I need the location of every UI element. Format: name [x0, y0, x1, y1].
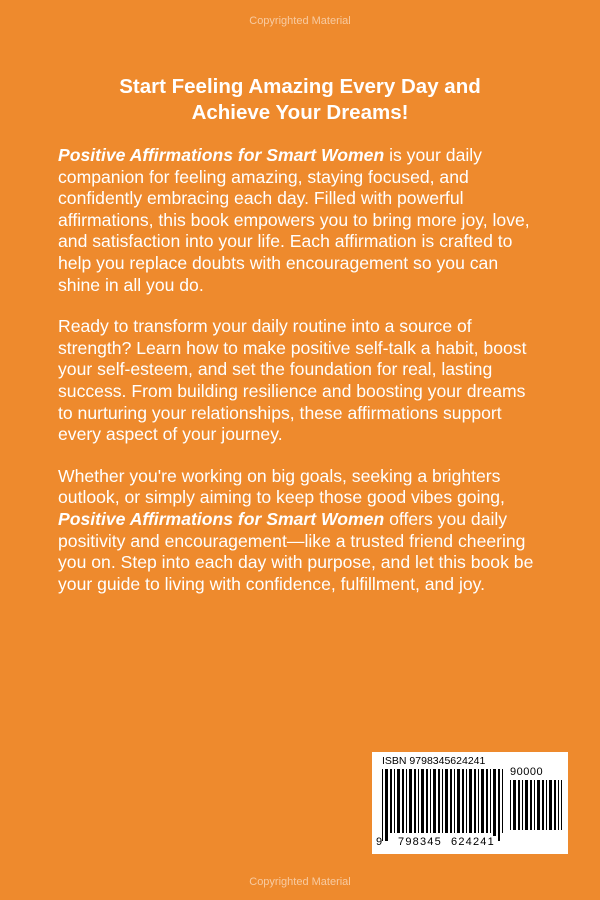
barcode-bar [498, 769, 500, 841]
barcode-bar [445, 769, 448, 833]
barcode-bar [397, 769, 400, 833]
barcode-bar [534, 780, 535, 830]
barcode-bar [510, 780, 511, 830]
barcode-bar [406, 769, 407, 833]
barcode-bar [561, 780, 562, 830]
barcode-bar [478, 769, 479, 833]
barcode-bar [502, 769, 503, 833]
barcode-bar [522, 780, 523, 830]
barcode-bar [462, 769, 464, 833]
barcode-addon-number: 90000 [510, 766, 544, 778]
barcode-bar [525, 780, 528, 830]
barcode-bar [493, 769, 496, 841]
headline-line-1: Start Feeling Amazing Every Day and [119, 75, 481, 98]
barcode-bar [394, 769, 395, 833]
barcode-bar [486, 769, 488, 833]
paragraph-1-text: is your daily companion for feeling amazing, staying focused, and confidently embracing each day. Filled with powerful affirmations, this book empowers you to bring more joy, love, and satisfaction into your life. Each affirmation is crafted to help you replace doubts with encouragement so you can shine in all you do. [58, 145, 530, 295]
barcode-addon-bars [510, 780, 562, 838]
barcode-digits-group-1: 798345 [398, 836, 442, 848]
barcode-bar [430, 769, 431, 833]
barcode-bar [518, 780, 520, 830]
barcode-bar [382, 769, 383, 841]
barcode-bar [414, 769, 416, 833]
barcode-bar [390, 769, 392, 833]
barcode-bar [433, 769, 436, 833]
watermark-bottom: Copyrighted Material [249, 876, 351, 888]
barcode-bar [385, 769, 388, 841]
paragraph-3-before: Whether you're working on big goals, seeking a brighters outlook, or simply aiming to keep those good vibes going, [58, 465, 505, 508]
paragraph-3 [58, 466, 544, 596]
barcode-bar [442, 769, 443, 833]
isbn-barcode [372, 752, 568, 854]
barcode-bar [554, 780, 556, 830]
barcode-bar [542, 780, 544, 830]
barcode-bar [481, 769, 484, 833]
watermark-top: Copyrighted Material [249, 15, 351, 27]
paragraph-3-after: offers you daily positivity and encouragement—like a trusted friend cheering you on. Step into each day with purpose, and let this book be your guide to living with confidence, fulfillment, and joy. [58, 508, 534, 594]
barcode-digits-group-2: 624241 [451, 836, 495, 848]
headline [60, 74, 540, 126]
paragraph-2: Ready to transform your daily routine into a source of strength? Learn how to make positive self-talk a habit, boost your self-esteem, and set the foundation for real, lasting success. From building resilience and boosting your dreams to nurturing your relationships, these affirmations support every aspect of your journey. [58, 316, 527, 445]
barcode-bar [537, 780, 540, 830]
description-body [58, 145, 544, 615]
barcode-bar [469, 769, 472, 833]
barcode-bar [546, 780, 547, 830]
barcode-bar [421, 769, 424, 833]
barcode-bar [466, 769, 467, 833]
book-title: Positive Affirmations for Smart Women [58, 508, 385, 529]
barcode-bar [513, 780, 516, 830]
barcode-bar [450, 769, 452, 833]
isbn-label: ISBN 9798345624241 [382, 755, 486, 767]
barcode-bar [409, 769, 412, 833]
barcode-bar [457, 769, 460, 833]
barcode-bar [558, 780, 559, 830]
barcode-digit-first: 9 [376, 836, 383, 848]
paragraph-1 [58, 145, 544, 296]
barcode-bar [530, 780, 532, 830]
barcode-bar [474, 769, 476, 833]
barcode-bar [454, 769, 455, 833]
barcode-bar [438, 769, 440, 833]
headline-line-2: Achieve Your Dreams! [191, 101, 409, 124]
barcode-bars [382, 769, 504, 841]
barcode-bar [426, 769, 428, 833]
barcode-bar [490, 769, 491, 833]
book-title: Positive Affirmations for Smart Women [58, 145, 385, 165]
barcode-bar [549, 780, 552, 830]
barcode-bar [418, 769, 419, 833]
barcode-bar [402, 769, 404, 833]
